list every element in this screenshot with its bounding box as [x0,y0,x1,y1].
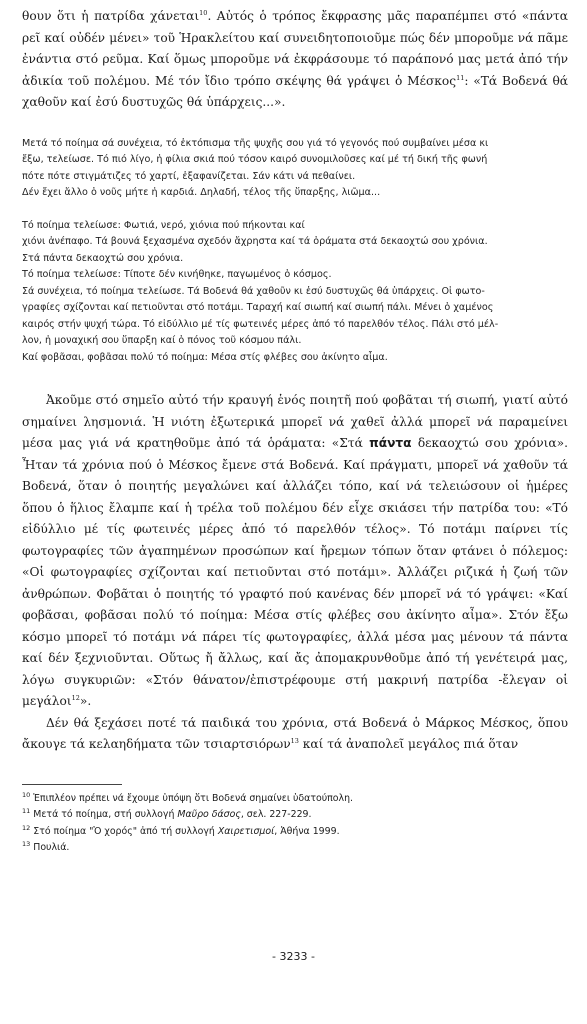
quote-1-line: Μετά τό ποίημα σά συνέχεια, τό ἐκτόπισμα τῆς ψυχῆς σου γιά τό γεγονός πού συμβαίνει μέσα κι [22,137,489,149]
footnote-12 [22,824,568,841]
footnote-text: Πουλιά. [33,842,70,853]
paragraph-1-text-a: θουν ὅτι ἡ πατρίδα χάνεται [22,9,200,23]
quote-2-line: Σά συνέχεια, τό ποίημα τελείωσε. Τά Βοδενά θά χαθοῦν κι ἐσύ δυστυχῶς θά ὑπάρχεις. Οἱ φωτο- [22,285,485,297]
paragraph-1-text-c: : «Τά Βοδενά θά χαθοῦν καί ἐσύ δυστυχῶς θά ὑπάρχεις...». [22,73,569,109]
footnote-10 [22,791,568,808]
footnote-ref-11[interactable]: 11 [456,73,465,82]
paragraph-1 [22,6,568,114]
quote-block-2 [22,218,568,367]
quote-2-line: Καί φοβᾶσαι, φοβᾶσαι πολύ τό ποίημα: Μέσα στίς φλέβες σου ἀκίνητο αἶμα. [22,351,388,363]
paragraph-2-text-c: ». [79,694,92,708]
paragraph-3-text-b: καί τά ἀναπολεῖ μεγάλος πιά ὅταν [298,737,519,751]
quote-2-line: χιόνι ἀνέπαφο. Τά βουνά ξεχασμένα σχεδόν ἄχρηστα καί τά ὁράματα στά δεκαοχτώ σου χρόνια. [22,236,488,247]
quote-2-line: καιρός στήν ψυχή τώρα. Τό εἰδύλλιο μέ τίς φωτεινές μέρες ἀπό τό παρελθόν τέλος. Πάλι στό μέλ- [22,318,499,330]
paragraph-2-text-b: δεκαοχτώ σου χρόνια». Ἦταν τά χρόνια πού ὁ Μέσκος ἔμενε στά Βοδενά. Καί πράγματι, μπορεῖ νά χαθοῦν τά Βοδενά, ὅταν ὁ ποιητής μεγαλώνει καί ἀλλάζει τόπο, καί νά τελειώσουν οἱ ἡμέρες ὅπου ὁ ἥλιος ἔλαμπε καί ἡ τρέλα τοῦ πολέμου δέν εἶχε σκιάσει τήν πατρίδα του: «Τό εἰδύλλιο μέ τίς φωτεινές μέρες ἀπό τό παρελθόν τέλος». Τό ποτάμι παίρνει τίς φωτογραφίες τῶν ἀγαπημένων προσώπων καί ἤρεμων τόπων ὅταν φτάνει ὁ πόλεμος: «Οἱ φωτογραφίες σχίζονται καί πετιοῦνται στό ποτάμι». Ἀλλάζει ριζικά ἡ ζωή τῶν ἀνθρώπων. Φοβᾶται ὁ ποιητής τό γραφτό πού κανένας δέν μπορεῖ νά τό γράψει: «Καί φοβᾶσαι, φοβᾶσαι πολύ τό ποίημα: Μέσα στίς φλέβες σου ἀκίνητο αἶμα». Στόν ἔξω κόσμο μπορεῖ τό ποτάμι νά πάρει τίς φωτογραφίες, ἀλλά μέσα μας μένουν τά πάντα καί δέν ξεχνιοῦνται. Οὕτως ἤ ἄλλως, καί ἄς ἀπομακρυνθοῦμε ἀπό τή γενέτειρά μας, λόγω συγκυριῶν: «Στόν θάνατον/ἐπιστρέφουμε στή μακρινή πατρίδα -ἔλεγαν οἱ μεγάλοι [22,436,568,708]
footnote-ref-12[interactable]: 12 [71,693,80,702]
footnote-divider [22,784,122,785]
footnote-number: 12 [22,823,31,832]
footnote-number: 11 [22,806,31,815]
paragraph-2-bold-word: πάντα [369,436,412,450]
footnote-number: 13 [22,839,31,848]
footnote-ref-13[interactable]: 13 [290,736,299,745]
quote-1-line: πότε πότε στιγμάτιζες τό χαρτί, ἐξαφανίζεται. Σάν κάτι νά πεθαίνει. [22,170,356,182]
paragraph-3 [22,713,568,756]
quote-2-line: Στά πάντα δεκαοχτώ σου χρόνια. [22,252,184,264]
quote-2-line: γραφίες σχίζονται καί πετιοῦνται στό ποτάμι. Ταραχή καί σιωπή καί σιωπή πάλι. Μένει ὁ χαμένος [22,302,494,313]
paragraph-3-text-a: Δέν θά ξεχάσει ποτέ τά παιδικά του χρόνια, στά Βοδενά ὁ Μάρκος Μέσκος, ὅπου ἄκουγε τά κελαηδήματα τῶν τσιαρτσιόρων [22,715,568,751]
quote-2-line: λον, ἡ μοναχική σου ὕπαρξη καί ὁ πόνος τοῦ κόσμου πάλι. [22,335,302,346]
footnote-text-end: , σελ. 227-229. [240,809,312,820]
footnote-title: Μαῦρο δάσος [177,809,241,820]
footnote-text: Μετά τό ποίημα, στή συλλογή [33,809,178,820]
footnote-text: Ἐπιπλέον πρέπει νά ἔχουμε ὑπόψη ὅτι Βοδενά σημαίνει ὑδατούπολη. [33,792,353,804]
footnote-text: Στό ποίημα "Ὁ χορός" ἀπό τή συλλογή [33,825,218,837]
footnote-number: 10 [22,790,31,799]
paragraph-2 [22,390,568,713]
footnotes [22,791,568,857]
page-number: - 3233 - [272,950,315,963]
quote-2-line: Τό ποίημα τελείωσε: Φωτιά, νερό, χιόνια πού πήκονται καί [22,219,305,231]
quote-2-line: Τό ποίημα τελείωσε: Τίποτε δέν κινήθηκε, παγωμένος ὁ κόσμος. [22,269,332,280]
quote-1-line: Δέν ἔχει ἄλλο ὁ νοῦς μήτε ἡ καρδιά. Δηλαδή, τέλος τῆς ὕπαρξης, λιῶμα... [22,187,381,198]
footnote-text-end: , Ἀθήνα 1999. [274,825,340,837]
quote-block-1 [22,136,568,202]
page-body [22,6,568,857]
paragraph-1-text-b: . Αὐτός ὁ τρόπος ἔκφρασης μᾶς παραπέμπει στό «πάντα ρεῖ καί οὐδέν μένει» τοῦ Ἡρακλείτου καί συνειδητοποιοῦμε πώς δέν μποροῦμε νά πᾶμε ἐνάντια στό ρεῦμα. Καί ὅμως μποροῦμε νά ἐκφράσουμε τό παράπονό μας μετά ἀπό τήν ἀδικία τοῦ πολέμου. Μέ τόν ἴδιο τρόπο σκέψης θά γράψει ὁ Μέσκος [22,9,568,88]
footnote-title: Χαιρετισμοί [217,825,275,837]
quote-1-line: ἔξω, τελείωσε. Τό πιό λίγο, ἡ φίλια σκιά πού τόσον καιρό συνομιλοῦσες καί μέ τή δική τῆς φωνή [22,154,488,165]
footnote-13 [22,840,568,857]
footnote-ref-10[interactable]: 10 [199,8,208,17]
paragraph-2-text-a: Ἀκοῦμε στό σημεῖο αὐτό τήν κραυγή ἑνός ποιητῆ πού φοβᾶται τή σιωπή, γιατί αὐτό σημαίνει λησμονιά. Ἡ νιότη ἐξωτερικά μπορεῖ νά χαθεῖ ἀλλά μπορεῖ νά παραμείνει μέσα μας γιά νά κρατηθοῦμε ἀπό τά ὁράματα: «Στά [22,393,568,450]
footnote-11 [22,807,568,824]
